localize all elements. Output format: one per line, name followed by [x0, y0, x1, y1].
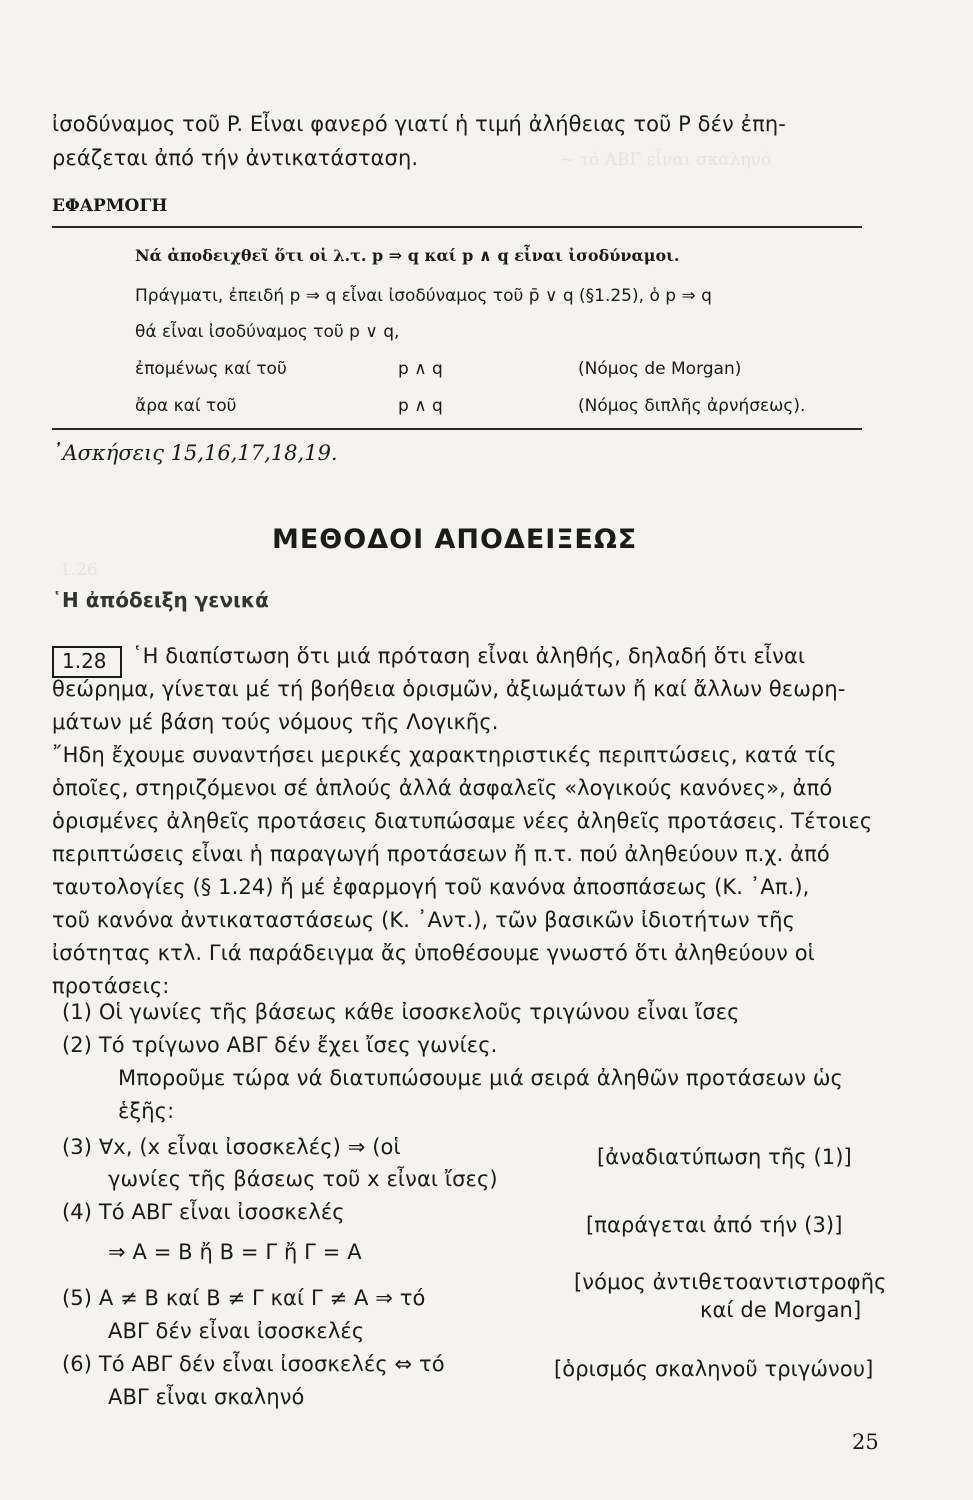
step-3-reason: [ἀναδιατύπωση τῆς (1)] — [597, 1145, 852, 1169]
divider-bottom — [52, 428, 862, 430]
step-6: (6) Τό ΑΒΓ δέν εἶναι ἰσοσκελές ⇔ τό — [62, 1352, 445, 1376]
paragraph-number-box — [52, 646, 122, 678]
step-5: (5) Α ≠ Β καί Β ≠ Γ καί Γ ≠ Α ⇒ τό — [62, 1286, 426, 1310]
application-statement: Νά ἀποδειχθεῖ ὅτι οἱ λ.τ. p ⇒ q καί p ∧ q εἶναι ἰσοδύναμοι. — [135, 246, 680, 265]
section-title: ΜΕΘΟΔΟΙ ΑΠΟΔΕΙΞΕΩΣ — [272, 524, 638, 555]
proof-line-4: ἄρα καί τοῦ — [135, 396, 237, 416]
paragraph-number: 1.28 — [62, 649, 107, 673]
paragraph-line: ταυτολογίες (§ 1.24) ἤ μέ ἐφαρμογή τοῦ κανόνα ἀποσπάσεως (Κ. ᾿Απ.), — [52, 875, 810, 899]
proof-note-3: (Νόμος de Morgan) — [578, 359, 742, 379]
intro-line-2: ρεάζεται ἀπό τήν ἀντικατάσταση. — [52, 146, 419, 170]
proof-line-1: Πράγματι, ἐπειδή p ⇒ q εἶναι ἰσοδύναμος τοῦ p̄ ∨ q (§1.25), ὁ p ⇒ q — [135, 286, 712, 306]
paragraph-line: ὁρισμένες ἀληθεῖς προτάσεις διατυπώσαμε νέες ἀληθεῖς προτάσεις. Τέτοιες — [52, 809, 873, 833]
show-through-text: 1.26 — [60, 560, 98, 580]
exercises-reference: ᾿Ασκήσεις 15,16,17,18,19. — [52, 441, 338, 465]
paragraph-line: ἰσότητας κτλ. Γιά παράδειγμα ἄς ὑποθέσουμε γνωστό ὅτι ἀληθεύουν οἱ — [52, 941, 815, 965]
proof-expr-3: p ∧ q — [398, 359, 443, 379]
application-heading: ΕΦΑΡΜΟΓΗ — [52, 196, 168, 216]
step-4-cont: ⇒ Α = Β ἤ Β = Γ ἤ Γ = Α — [108, 1240, 362, 1264]
step-4: (4) Τό ΑΒΓ εἶναι ἰσοσκελές — [62, 1200, 345, 1224]
paragraph-line: ὁποῖες, στηριζόμενοι σέ ἁπλούς ἀλλά ἀσφαλεῖς «λογικούς κανόνες», ἀπό — [52, 776, 833, 800]
paragraph-line: θεώρημα, γίνεται μέ τή βοήθεια ὁρισμῶν, ἀξιωμάτων ἤ καί ἄλλων θεωρη- — [52, 677, 846, 701]
step-5-reason-cont: καί de Morgan] — [700, 1298, 862, 1322]
paragraph-line: ῾Η διαπίστωση ὅτι μιά πρόταση εἶναι ἀληθής, δηλαδή ὅτι εἶναι — [132, 644, 806, 668]
step-3: (3) ∀x, (x εἶναι ἰσοσκελές) ⇒ (οἱ — [62, 1135, 401, 1159]
paragraph-line: περιπτώσεις εἶναι ἡ παραγωγή προτάσεων ἤ π.τ. πού ἀληθεύουν π.χ. ἀπό — [52, 842, 830, 866]
paragraph-line: τοῦ κανόνα ἀντικαταστάσεως (Κ. ᾿Αντ.), τῶν βασικῶν ἰδιοτήτων τῆς — [52, 908, 796, 932]
intro-line-1: ἰσοδύναμος τοῦ P. Εἶναι φανερό γιατί ἡ τιμή ἀλήθειας τοῦ P δέν ἐπη- — [52, 112, 786, 136]
paragraph-line: ῎Ηδη ἔχουμε συναντήσει μερικές χαρακτηριστικές περιπτώσεις, κατά τίς — [52, 743, 837, 767]
paragraph-line: ἑξῆς: — [118, 1099, 175, 1123]
premise-2: (2) Τό τρίγωνο ΑΒΓ δέν ἔχει ἴσες γωνίες. — [62, 1033, 498, 1057]
step-3-cont: γωνίες τῆς βάσεως τοῦ x εἶναι ἴσες) — [108, 1167, 498, 1191]
proof-line-2: θά εἶναι ἰσοδύναμος τοῦ p ∨ q, — [135, 322, 400, 342]
section-subtitle: ῾Η ἀπόδειξη γενικά — [52, 588, 269, 612]
step-6-cont: ΑΒΓ εἶναι σκαληνό — [108, 1385, 305, 1409]
step-4-reason: [παράγεται ἀπό τήν (3)] — [586, 1213, 843, 1237]
proof-line-3: ἐπομένως καί τοῦ — [135, 359, 287, 379]
page-number: 25 — [852, 1430, 879, 1454]
paragraph-line: προτάσεις: — [52, 974, 170, 998]
show-through-text: ~ τό ΑΒΓ εἶναι σκαληνό — [560, 150, 772, 170]
proof-expr-4: p ∧ q — [398, 396, 443, 416]
divider-top — [52, 226, 862, 228]
proof-note-4: (Νόμος διπλῆς ἀρνήσεως). — [578, 396, 806, 416]
step-5-reason: [νόμος ἀντιθετοαντιστροφῆς — [574, 1270, 887, 1294]
paragraph-line: μάτων μέ βάση τούς νόμους τῆς Λογικῆς. — [52, 710, 499, 734]
paragraph-line: Μποροῦμε τώρα νά διατυπώσουμε μιά σειρά ἀληθῶν προτάσεων ὡς — [118, 1066, 843, 1090]
step-6-reason: [ὁρισμός σκαληνοῦ τριγώνου] — [554, 1357, 874, 1381]
premise-1: (1) Οἱ γωνίες τῆς βάσεως κάθε ἰσοσκελοῦς τριγώνου εἶναι ἴσες — [62, 1000, 740, 1024]
step-5-cont: ΑΒΓ δέν εἶναι ἰσοσκελές — [108, 1319, 365, 1343]
